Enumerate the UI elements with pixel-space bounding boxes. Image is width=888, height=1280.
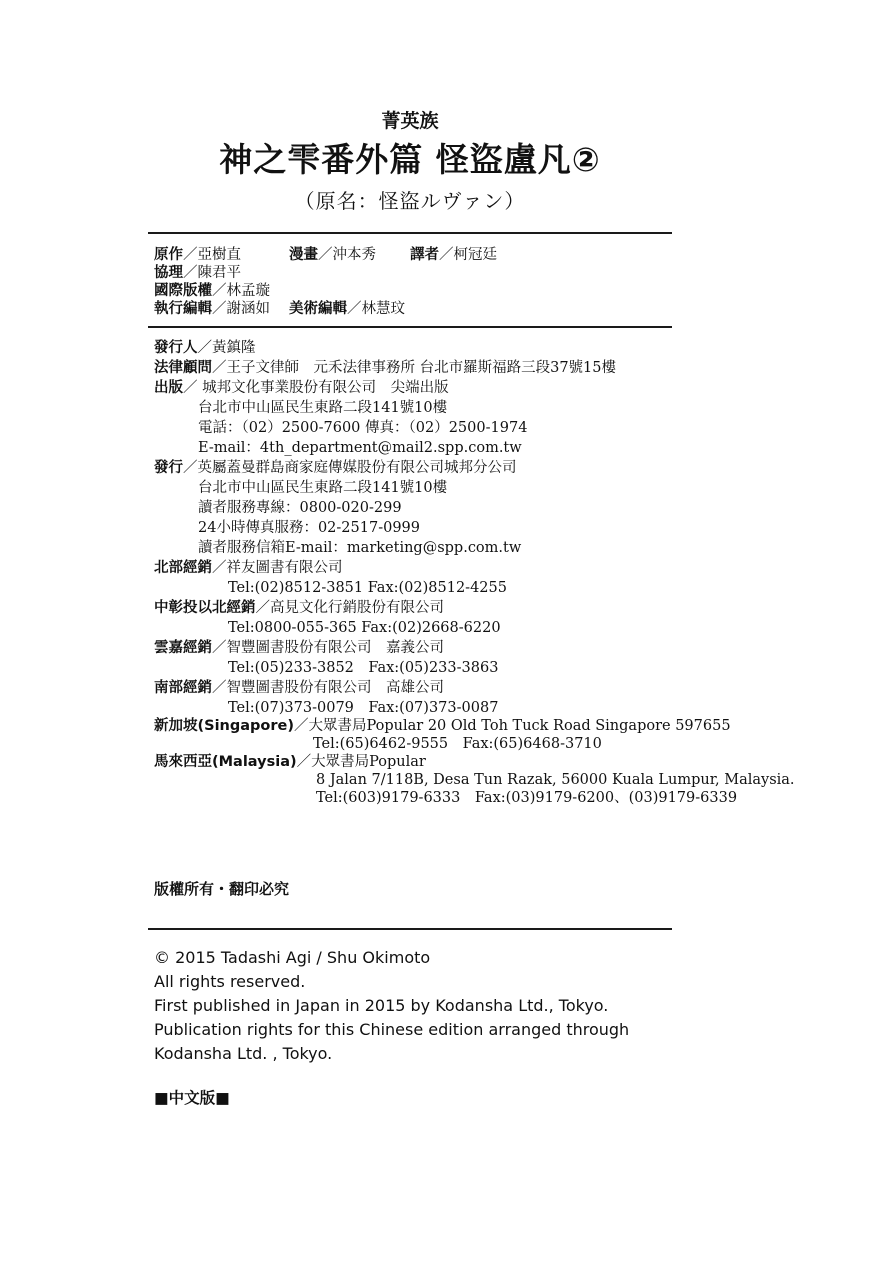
original-title: （原名：怪盜ルヴァン）	[294, 189, 526, 213]
yunjia-dealer-tel: Tel:(05)233-3852 Fax:(05)233-3863	[228, 660, 499, 676]
distributor-address: 台北市中山區民生東路二段141號10樓	[198, 480, 448, 496]
credit-translator: 譯者／柯冠廷	[410, 247, 497, 263]
malaysia-dealer-address: 8 Jalan 7/118B, Desa Tun Razak, 56000 Kuala Lumpur, Malaysia.	[316, 772, 795, 788]
imprint-line: 出版／ 城邦文化事業股份有限公司 尖端出版	[154, 380, 449, 396]
divider-middle	[148, 326, 672, 328]
publisher-line: 發行人／黃鎮隆	[154, 340, 256, 356]
singapore-dealer-tel: Tel:(65)6462-9555 Fax:(65)6468-3710	[313, 736, 602, 752]
english-copyright-line: © 2015 Tadashi Agi / Shu Okimoto	[154, 948, 431, 967]
english-kodansha-line: Kodansha Ltd. , Tokyo.	[154, 1044, 333, 1063]
distributor-line: 發行／英屬蓋曼群島商家庭傳媒股份有限公司城邦分公司	[154, 460, 517, 476]
imprint-phone: 電話：（02）2500-7600 傳真：（02）2500-1974	[198, 420, 528, 436]
credit-rights: 國際版權／林孟璇	[154, 283, 270, 299]
edition-label: ■中文版■	[154, 1089, 230, 1107]
copyright-notice: 版權所有・翻印必究	[154, 880, 290, 898]
north-dealer-tel: Tel:(02)8512-3851 Fax:(02)8512-4255	[228, 580, 507, 596]
malaysia-dealer-tel: Tel:(603)9179-6333 Fax:(03)9179-6200、(03)9179-6339	[316, 790, 738, 806]
imprint-email: E-mail：4th_department@mail2.spp.com.tw	[198, 440, 522, 456]
english-arranged-line: Publication rights for this Chinese edition arranged through	[154, 1020, 630, 1039]
distributor-fax: 24小時傳真服務：02-2517-0999	[198, 520, 421, 536]
credit-assistant: 協理／陳君平	[154, 265, 241, 281]
legal-line: 法律顧問／王子文律師 元禾法律事務所 台北市羅斯福路三段37號15樓	[154, 360, 617, 376]
book-title: 神之雫番外篇 怪盜盧凡②	[219, 140, 601, 179]
credit-editor: 執行編輯／謝涵如	[154, 301, 270, 317]
malaysia-dealer: 馬來西亞(Malaysia)／大眾書局Popular	[154, 754, 426, 770]
english-rights-line: All rights reserved.	[154, 972, 306, 991]
divider-top	[148, 232, 672, 234]
south-dealer-tel: Tel:(07)373-0079 Fax:(07)373-0087	[228, 700, 499, 716]
south-dealer: 南部經銷／智豐圖書股份有限公司 高雄公司	[154, 680, 444, 696]
yunjia-dealer: 雲嘉經銷／智豐圖書股份有限公司 嘉義公司	[154, 640, 444, 656]
credit-artist: 漫畫／沖本秀	[289, 247, 376, 263]
series-name: 菁英族	[381, 110, 439, 132]
distributor-email: 讀者服務信箱E-mail：marketing@spp.com.tw	[198, 540, 522, 556]
english-published-line: First published in Japan in 2015 by Kodansha Ltd., Tokyo.	[154, 996, 609, 1015]
singapore-dealer: 新加坡(Singapore)／大眾書局Popular 20 Old Toh Tuck Road Singapore 597655	[154, 718, 731, 734]
credit-art-editor: 美術編輯／林慧玟	[289, 301, 405, 317]
distributor-hotline: 讀者服務專線：0800-020-299	[198, 500, 402, 516]
central-dealer: 中彰投以北經銷／高見文化行銷股份有限公司	[154, 600, 444, 616]
credit-author: 原作／亞樹直	[154, 247, 241, 263]
central-dealer-tel: Tel:0800-055-365 Fax:(02)2668-6220	[228, 620, 501, 636]
north-dealer: 北部經銷／祥友圖書有限公司	[154, 560, 343, 576]
divider-bottom	[148, 928, 672, 930]
imprint-address: 台北市中山區民生東路二段141號10樓	[198, 400, 448, 416]
